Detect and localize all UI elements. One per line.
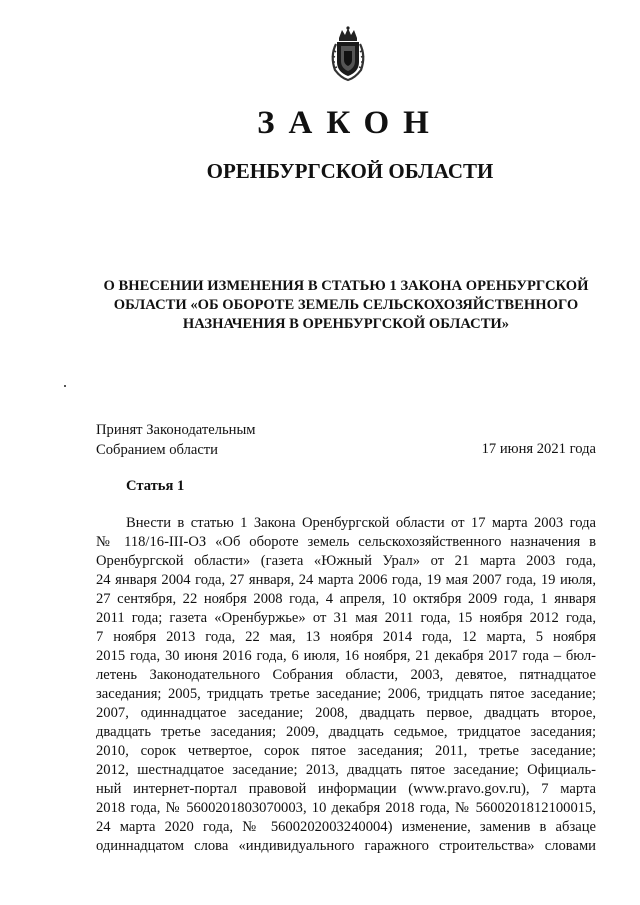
body-line: двадцать третье заседания; 2009, двадцать седьмое, тридцатое заседания; [96, 724, 596, 740]
body-line: 27 сентября, 22 ноября 2008 года, 4 апреля, 10 октября 2009 года, 1 января [96, 591, 596, 607]
body-line: 7 ноября 2013 года, 22 мая, 13 ноября 2014 года, 12 марта, 5 ноября [96, 629, 596, 645]
body-line: 2018 года, № 5600201803070003, 10 декабря 2018 года, № 5600201812100015, [96, 800, 596, 816]
heading-line: ОБЛАСТИ «ОБ ОБОРОТЕ ЗЕМЕЛЬ СЕЛЬСКОХОЗЯЙСТВЕННОГО [113, 297, 579, 313]
body-line: 2015 года, 30 июня 2016 года, 6 июля, 16 ноября, 21 декабря 2017 года – бюл- [96, 648, 596, 664]
body-line: одиннадцатом слова «индивидуального гаражного строительства» словами [96, 838, 596, 854]
scan-speck [64, 385, 66, 387]
adopted-line: Собранием области [96, 441, 218, 458]
region-subtitle: ОРЕНБУРГСКОЙ ОБЛАСТИ [206, 159, 494, 183]
coat-of-arms-icon [327, 26, 369, 82]
body-line: Оренбургской области» (газета «Южный Урал» от 21 марта 2003 года, [96, 553, 596, 569]
adoption-date: 17 июня 2021 года [481, 441, 596, 457]
adopted-by [96, 421, 255, 460]
body-line: Внести в статью 1 Закона Оренбургской области от 17 марта 2003 года [126, 515, 596, 531]
adopted-line: Принят Законодательным [96, 422, 256, 438]
body-line: летень Законодательного Собрания области, 2003, девятое, пятнадцатое [96, 667, 596, 683]
body-line: 24 марта 2020 года, № 5600202003240004) изменение, заменив в абзаце [96, 819, 596, 835]
body-line: 2011 года; газета «Оренбуржье» от 31 мая 2011 года, 15 ноября 2012 года, [96, 610, 596, 626]
body-line: ный интернет-портал правовой информации (www.pravo.gov.ru), 7 марта [96, 781, 596, 797]
body-line: 2010, сорок четвертое, сорок пятое заседания; 2011, третье заседание; [96, 743, 596, 759]
body-line: 2007, одиннадцатое заседание; 2008, двадцать первое, двадцать второе, [96, 705, 596, 721]
article-body [96, 514, 596, 856]
body-line: 24 января 2004 года, 27 января, 24 марта 2006 года, 19 мая 2007 года, 19 июля, [96, 572, 596, 588]
body-line: № 118/16-III-ОЗ «Об обороте земель сельскохозяйственного назначения в [96, 534, 596, 550]
article-title: Статья 1 [126, 478, 185, 494]
heading-line: НАЗНАЧЕНИЯ В ОРЕНБУРГСКОЙ ОБЛАСТИ» [182, 316, 510, 332]
body-line: 2012, шестнадцатое заседание; 2013, двадцать пятое заседание; Официаль- [96, 762, 596, 778]
law-heading [96, 277, 596, 334]
body-line: заседания; 2005, тридцать третье заседание; 2006, тридцать пятое заседание; [96, 686, 596, 702]
heading-line: О ВНЕСЕНИИ ИЗМЕНЕНИЯ В СТАТЬЮ 1 ЗАКОНА ОРЕНБУРГСКОЙ [103, 278, 589, 294]
page-title: ЗАКОН [257, 105, 443, 141]
